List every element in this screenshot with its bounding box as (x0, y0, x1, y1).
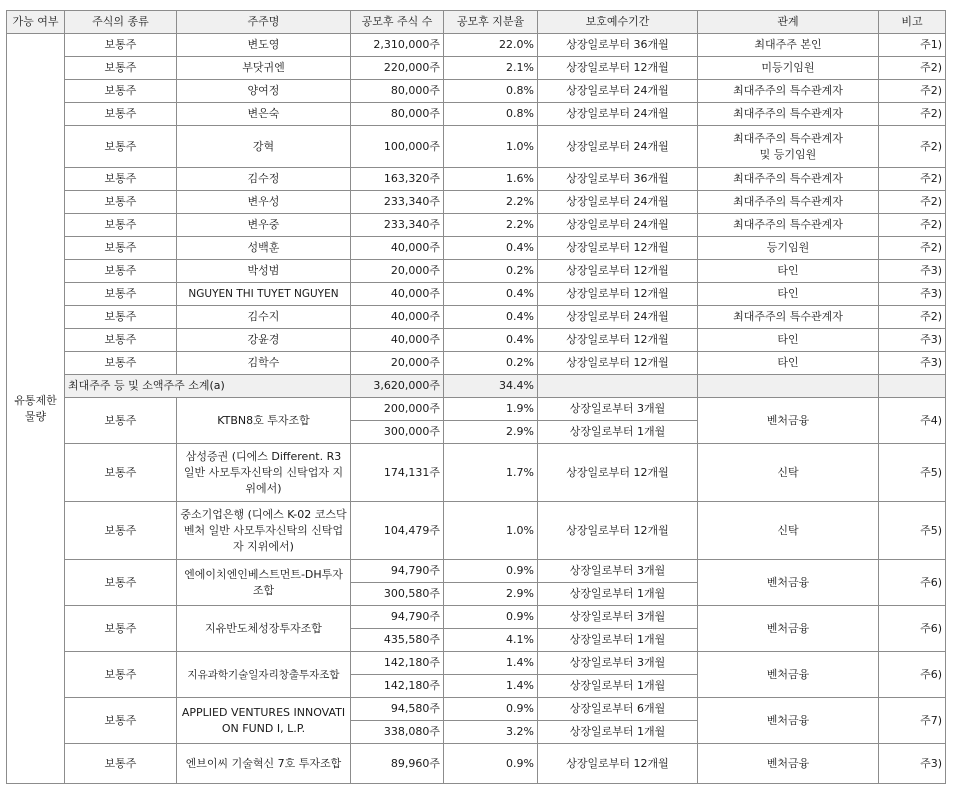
cell-note: 주6) (879, 606, 946, 652)
cell-note: 주1) (879, 34, 946, 57)
table-row (7, 352, 946, 375)
cell-relation: 타인 (698, 352, 879, 375)
cell-relation: 최대주주의 특수관계자 (698, 168, 879, 191)
group-label: 유통제한 물량 (7, 34, 65, 784)
table-row (7, 214, 946, 237)
cell-type: 보통주 (65, 398, 177, 444)
cell-shares: 94,580주 (351, 698, 444, 721)
cell-relation: 벤처금융 (698, 698, 879, 744)
cell-relation: 최대주주의 특수관계자 (698, 191, 879, 214)
cell-name: NGUYEN THI TUYET NGUYEN (177, 283, 351, 306)
header-period: 보호예수기간 (538, 11, 698, 34)
cell-note: 주5) (879, 444, 946, 502)
cell-period: 상장일로부터 1개월 (538, 421, 698, 444)
cell-relation: 최대주주의 특수관계자 (698, 214, 879, 237)
table-row (7, 444, 946, 502)
cell-name: 지유반도체성장투자조합 (177, 606, 351, 652)
table-row (7, 698, 946, 721)
cell-period: 상장일로부터 24개월 (538, 80, 698, 103)
cell-relation: 최대주주의 특수관계자 (698, 103, 879, 126)
cell-ratio: 1.4% (444, 675, 538, 698)
cell-period: 상장일로부터 36개월 (538, 34, 698, 57)
cell-ratio: 0.4% (444, 237, 538, 260)
table-row (7, 329, 946, 352)
cell-note: 주2) (879, 103, 946, 126)
cell-relation: 미등기임원 (698, 57, 879, 80)
table-row (7, 283, 946, 306)
cell-relation: 벤처금융 (698, 398, 879, 444)
lockup-table (6, 10, 946, 784)
cell-period: 상장일로부터 6개월 (538, 698, 698, 721)
cell-period: 상장일로부터 1개월 (538, 675, 698, 698)
cell-relation: 최대주주의 특수관계자 및 등기임원 (698, 126, 879, 168)
cell-name: 성백훈 (177, 237, 351, 260)
cell-shares: 233,340주 (351, 191, 444, 214)
cell-ratio: 1.7% (444, 444, 538, 502)
subtotal-label: 최대주주 등 및 소액주주 소계(a) (65, 375, 351, 398)
cell-name: 박성범 (177, 260, 351, 283)
cell-note: 주6) (879, 560, 946, 606)
cell-name: 부닷귀엔 (177, 57, 351, 80)
cell-period: 상장일로부터 3개월 (538, 398, 698, 421)
cell-shares: 80,000주 (351, 80, 444, 103)
cell-period: 상장일로부터 3개월 (538, 606, 698, 629)
cell-ratio: 0.4% (444, 306, 538, 329)
cell-note: 주2) (879, 168, 946, 191)
cell-period: 상장일로부터 12개월 (538, 444, 698, 502)
cell-shares: 163,320주 (351, 168, 444, 191)
cell-ratio: 22.0% (444, 34, 538, 57)
cell-type: 보통주 (65, 214, 177, 237)
table-row (7, 34, 946, 57)
cell-type: 보통주 (65, 698, 177, 744)
cell-type: 보통주 (65, 306, 177, 329)
cell-type: 보통주 (65, 260, 177, 283)
cell-type: 보통주 (65, 80, 177, 103)
cell-name: 변도영 (177, 34, 351, 57)
cell-shares: 300,580주 (351, 583, 444, 606)
cell-note: 주2) (879, 80, 946, 103)
header-ratio: 공모후 지분율 (444, 11, 538, 34)
cell-name: 엔브이씨 기술혁신 7호 투자조합 (177, 744, 351, 784)
cell-name: 변우성 (177, 191, 351, 214)
cell-note: 주3) (879, 283, 946, 306)
cell-ratio: 2.2% (444, 191, 538, 214)
cell-note: 주7) (879, 698, 946, 744)
header-shares: 공모후 주식 수 (351, 11, 444, 34)
subtotal-period (538, 375, 698, 398)
cell-ratio: 1.0% (444, 126, 538, 168)
cell-period: 상장일로부터 24개월 (538, 214, 698, 237)
cell-shares: 20,000주 (351, 260, 444, 283)
table-row (7, 191, 946, 214)
cell-ratio: 0.9% (444, 744, 538, 784)
cell-ratio: 0.8% (444, 80, 538, 103)
cell-type: 보통주 (65, 283, 177, 306)
cell-ratio: 0.2% (444, 352, 538, 375)
cell-shares: 300,000주 (351, 421, 444, 444)
cell-shares: 40,000주 (351, 283, 444, 306)
table-row (7, 306, 946, 329)
cell-ratio: 2.9% (444, 583, 538, 606)
cell-shares: 94,790주 (351, 606, 444, 629)
cell-note: 주3) (879, 352, 946, 375)
subtotal-shares: 3,620,000주 (351, 375, 444, 398)
cell-ratio: 1.0% (444, 502, 538, 560)
cell-type: 보통주 (65, 34, 177, 57)
cell-note: 주3) (879, 744, 946, 784)
table-row (7, 502, 946, 560)
cell-shares: 338,080주 (351, 721, 444, 744)
cell-period: 상장일로부터 1개월 (538, 721, 698, 744)
cell-type: 보통주 (65, 744, 177, 784)
header-relation: 관계 (698, 11, 879, 34)
cell-note: 주2) (879, 214, 946, 237)
cell-period: 상장일로부터 24개월 (538, 103, 698, 126)
cell-relation: 타인 (698, 260, 879, 283)
cell-type: 보통주 (65, 237, 177, 260)
cell-relation: 타인 (698, 329, 879, 352)
table-row (7, 237, 946, 260)
cell-relation: 벤처금융 (698, 606, 879, 652)
cell-name: 변은숙 (177, 103, 351, 126)
cell-name: 김수정 (177, 168, 351, 191)
cell-type: 보통주 (65, 103, 177, 126)
cell-period: 상장일로부터 12개월 (538, 329, 698, 352)
cell-note: 주2) (879, 306, 946, 329)
cell-ratio: 0.4% (444, 329, 538, 352)
cell-name: 김학수 (177, 352, 351, 375)
header-share-type: 주식의 종류 (65, 11, 177, 34)
cell-period: 상장일로부터 36개월 (538, 168, 698, 191)
cell-type: 보통주 (65, 329, 177, 352)
cell-shares: 142,180주 (351, 675, 444, 698)
cell-type: 보통주 (65, 168, 177, 191)
cell-ratio: 1.9% (444, 398, 538, 421)
cell-relation: 벤처금융 (698, 560, 879, 606)
cell-relation: 최대주주의 특수관계자 (698, 306, 879, 329)
cell-note: 주2) (879, 57, 946, 80)
cell-ratio: 1.6% (444, 168, 538, 191)
cell-ratio: 0.9% (444, 560, 538, 583)
cell-shares: 104,479주 (351, 502, 444, 560)
cell-relation: 등기임원 (698, 237, 879, 260)
cell-note: 주3) (879, 260, 946, 283)
cell-period: 상장일로부터 12개월 (538, 744, 698, 784)
cell-type: 보통주 (65, 606, 177, 652)
header-shareholder: 주주명 (177, 11, 351, 34)
cell-shares: 233,340주 (351, 214, 444, 237)
cell-name: 변우중 (177, 214, 351, 237)
cell-type: 보통주 (65, 560, 177, 606)
cell-name: 지유과학기술일자리창출투자조합 (177, 652, 351, 698)
cell-type: 보통주 (65, 652, 177, 698)
cell-period: 상장일로부터 12개월 (538, 260, 698, 283)
cell-period: 상장일로부터 3개월 (538, 560, 698, 583)
cell-ratio: 2.1% (444, 57, 538, 80)
cell-shares: 142,180주 (351, 652, 444, 675)
cell-shares: 220,000주 (351, 57, 444, 80)
header-availability: 가능 여부 (7, 11, 65, 34)
cell-note: 주2) (879, 237, 946, 260)
cell-period: 상장일로부터 24개월 (538, 191, 698, 214)
cell-ratio: 2.2% (444, 214, 538, 237)
cell-period: 상장일로부터 24개월 (538, 126, 698, 168)
cell-ratio: 4.1% (444, 629, 538, 652)
header-note: 비고 (879, 11, 946, 34)
cell-name: 김수지 (177, 306, 351, 329)
table-row (7, 606, 946, 629)
cell-period: 상장일로부터 1개월 (538, 583, 698, 606)
cell-relation: 최대주주의 특수관계자 (698, 80, 879, 103)
cell-note: 주3) (879, 329, 946, 352)
cell-relation: 벤처금융 (698, 744, 879, 784)
cell-shares: 40,000주 (351, 237, 444, 260)
cell-period: 상장일로부터 12개월 (538, 352, 698, 375)
cell-period: 상장일로부터 24개월 (538, 306, 698, 329)
cell-period: 상장일로부터 12개월 (538, 283, 698, 306)
cell-shares: 174,131주 (351, 444, 444, 502)
cell-relation: 벤처금융 (698, 652, 879, 698)
cell-name: KTBN8호 투자조합 (177, 398, 351, 444)
cell-period: 상장일로부터 1개월 (538, 629, 698, 652)
cell-ratio: 3.2% (444, 721, 538, 744)
cell-ratio: 1.4% (444, 652, 538, 675)
table-row (7, 560, 946, 583)
cell-period: 상장일로부터 12개월 (538, 237, 698, 260)
cell-type: 보통주 (65, 57, 177, 80)
cell-ratio: 0.2% (444, 260, 538, 283)
cell-ratio: 0.9% (444, 606, 538, 629)
cell-shares: 2,310,000주 (351, 34, 444, 57)
table-row (7, 168, 946, 191)
cell-relation: 타인 (698, 283, 879, 306)
cell-name: 강혁 (177, 126, 351, 168)
cell-note: 주5) (879, 502, 946, 560)
cell-type: 보통주 (65, 444, 177, 502)
cell-period: 상장일로부터 3개월 (538, 652, 698, 675)
cell-ratio: 0.8% (444, 103, 538, 126)
cell-note: 주6) (879, 652, 946, 698)
cell-shares: 94,790주 (351, 560, 444, 583)
cell-shares: 40,000주 (351, 306, 444, 329)
cell-shares: 89,960주 (351, 744, 444, 784)
cell-shares: 200,000주 (351, 398, 444, 421)
cell-name: 엔에이치엔인베스트먼트-DH투자조합 (177, 560, 351, 606)
cell-relation: 최대주주 본인 (698, 34, 879, 57)
cell-name: 중소기업은행 (디에스 K-02 코스닥벤처 일반 사모투자신탁의 신탁업자 지위에서) (177, 502, 351, 560)
cell-note: 주2) (879, 126, 946, 168)
cell-type: 보통주 (65, 352, 177, 375)
subtotal-note (879, 375, 946, 398)
cell-type: 보통주 (65, 126, 177, 168)
cell-shares: 435,580주 (351, 629, 444, 652)
cell-note: 주2) (879, 191, 946, 214)
cell-relation: 신탁 (698, 444, 879, 502)
table-row (7, 57, 946, 80)
table-row (7, 652, 946, 675)
cell-ratio: 2.9% (444, 421, 538, 444)
table-row (7, 260, 946, 283)
table-row (7, 744, 946, 784)
cell-relation: 신탁 (698, 502, 879, 560)
cell-name: APPLIED VENTURES INNOVATION FUND I, L.P. (177, 698, 351, 744)
cell-ratio: 0.9% (444, 698, 538, 721)
cell-ratio: 0.4% (444, 283, 538, 306)
cell-shares: 20,000주 (351, 352, 444, 375)
subtotal-ratio: 34.4% (444, 375, 538, 398)
cell-shares: 40,000주 (351, 329, 444, 352)
cell-period: 상장일로부터 12개월 (538, 57, 698, 80)
table-row (7, 126, 946, 168)
table-row (7, 103, 946, 126)
table-row (7, 80, 946, 103)
cell-shares: 100,000주 (351, 126, 444, 168)
subtotal-relation (698, 375, 879, 398)
subtotal-row (7, 375, 946, 398)
header-row (7, 11, 946, 34)
cell-period: 상장일로부터 12개월 (538, 502, 698, 560)
table-row (7, 398, 946, 421)
cell-shares: 80,000주 (351, 103, 444, 126)
cell-name: 삼성증권 (디에스 Different. R3 일반 사모투자신탁의 신탁업자 지위에서) (177, 444, 351, 502)
cell-name: 양여정 (177, 80, 351, 103)
cell-name: 강윤경 (177, 329, 351, 352)
cell-type: 보통주 (65, 502, 177, 560)
cell-type: 보통주 (65, 191, 177, 214)
cell-note: 주4) (879, 398, 946, 444)
